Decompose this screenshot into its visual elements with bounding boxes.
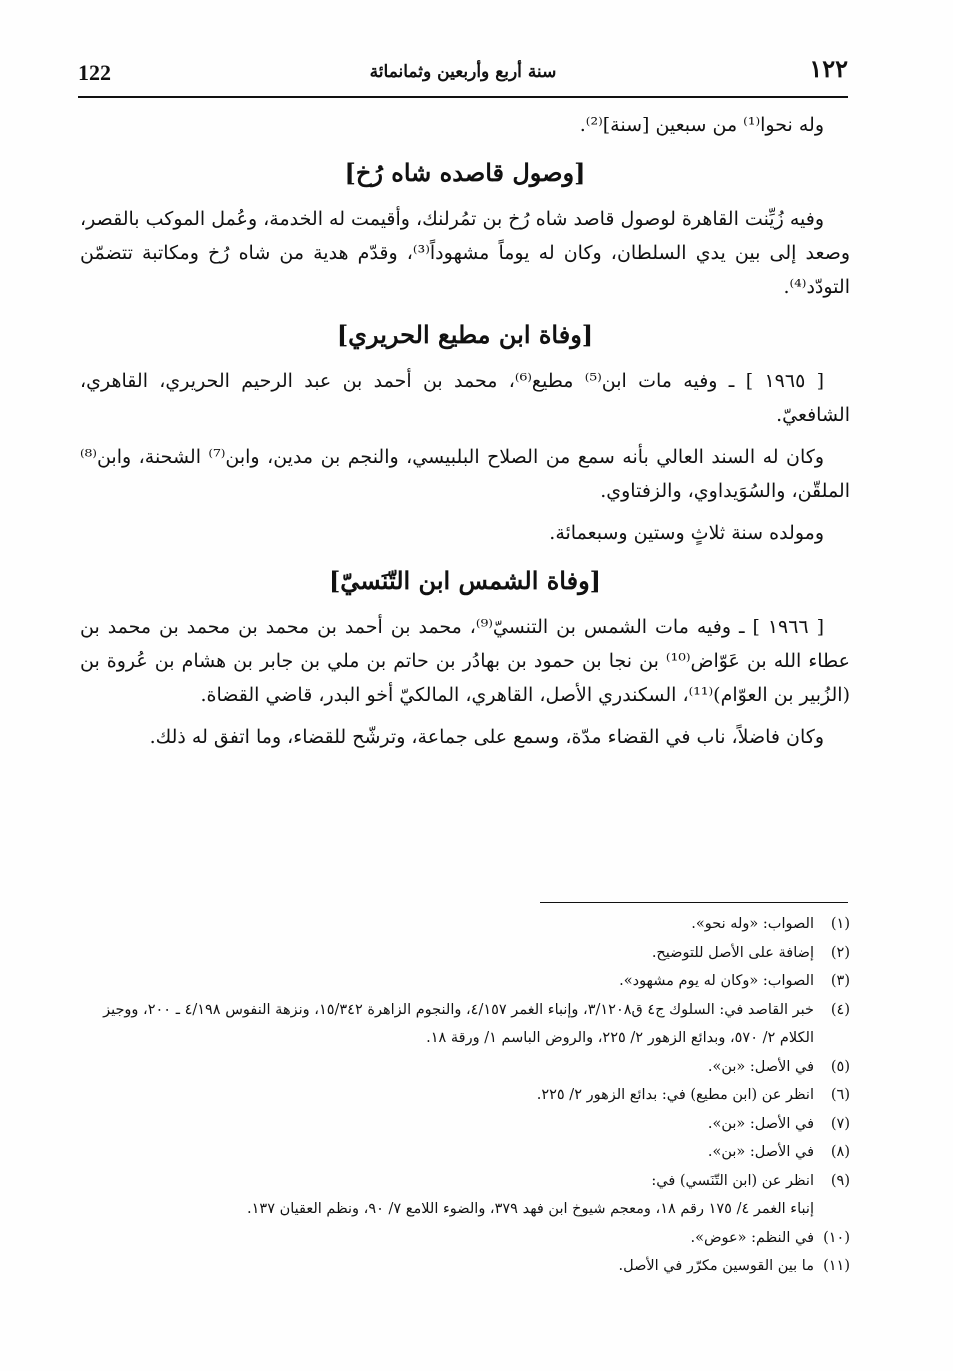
- footnote-mark: (٣): [830, 973, 850, 989]
- footnote-mark: (٦): [830, 1087, 850, 1103]
- footnote-text: الصواب: «وكان له يوم مشهود».: [619, 973, 814, 989]
- footnote-mark: (١): [830, 916, 850, 932]
- footnote: [80, 1081, 850, 1110]
- footnote-mark: (٢): [830, 944, 850, 961]
- footnote-text: في الأصل: «بن».: [707, 1115, 814, 1132]
- paragraph-5: ومولده سنة ثلاثٍ وستين وسبعمائة.: [549, 522, 824, 544]
- footnote: [80, 967, 850, 996]
- footnote: [80, 910, 850, 939]
- footnote-text: في الأصل: «بن».: [707, 1144, 814, 1160]
- footnote-rule: [540, 902, 848, 903]
- paragraph-4: وكان له السند العالي بأنه سمع من الصلاح البلبيسي، والنجم بن مدين، وابن⁽⁷⁾ الشحنة، وابن⁽⁸⁾ الملقّن، والسُوَيداوي، والزفتاوي.: [80, 446, 850, 502]
- page-header: [78, 52, 848, 100]
- footnote-text: خبر القاصد في: السلوك ج٤ ق٣/١٢٠٨، وإنباء الغمر ٤/١٥٧، والنجوم الزاهرة ١٥/٣٤٢، ونزهة النفوس ٤/١٩٨ ـ ٢٠٠، ووجيز الكلام ٢/ ٥٧٠، وبدائع الزهور ٢/ ٢٢٥، والروض الباسم ١/ ورقة ١٨.: [103, 1001, 814, 1046]
- footnote-mark: (٨): [830, 1144, 850, 1160]
- footnote: [80, 1252, 850, 1281]
- footnote: [80, 1053, 850, 1082]
- page-number-latin: 122: [78, 60, 111, 85]
- footnote-mark: (١٠): [823, 1229, 850, 1246]
- section-heading-1: [وصول قاصده شاه رُخ]: [344, 158, 586, 187]
- paragraph-1: وله نحوا⁽¹⁾ من سبعين [سنة]⁽²⁾.: [579, 114, 824, 136]
- running-title: سنة أربع وأربعين وثمانمائة: [369, 62, 557, 82]
- main-text: [80, 108, 850, 762]
- footnote: [80, 939, 850, 968]
- footnote: [80, 1110, 850, 1139]
- footnote: [80, 1167, 850, 1196]
- footnote-mark: [814, 1195, 850, 1224]
- footnote: [80, 1138, 850, 1167]
- footnote: [80, 1224, 850, 1253]
- footnote-mark: (٩): [830, 1172, 850, 1189]
- paragraph-2: وفيه زُيِّنت القاهرة لوصول قاصد شاه رُخ بن تمُرلنك، وأقيمت له الخدمة، وعُمل الموكب بالقصر، وصعد إلى بين يدي السلطان، وكان له يوماً مشهوداً⁽³⁾، وقدّم هدية من شاه رُخ ومكاتبة تتضمّن التودّد⁽⁴⁾.: [80, 208, 851, 298]
- header-rule: [78, 96, 848, 98]
- entry-1965: [ ١٩٦٥ ] ـ وفيه مات ابن⁽⁵⁾ مطيع⁽⁶⁾، محمد بن أحمد بن عبد الرحيم الحريري، القاهري، الشافعيّ.: [80, 370, 850, 426]
- footnote-mark: (١١): [823, 1258, 850, 1274]
- footnotes: [80, 910, 850, 1281]
- footnote-text: انظر عن (ابن مطيع) في: بدائع الزهور ٢/ ٢٢٥.: [536, 1087, 814, 1103]
- footnote-text: في الأصل: «بن».: [707, 1058, 814, 1075]
- footnote-text: الصواب: «وله نحو».: [691, 916, 814, 932]
- footnote-text: ما بين القوسين مكرّر في الأصل.: [618, 1258, 814, 1274]
- section-heading-2: [وفاة ابن مطيع الحريري]: [336, 320, 594, 349]
- footnote: [80, 996, 850, 1053]
- section-heading-3: [وفاة الشمس ابن التّنَسيّ]: [328, 566, 602, 595]
- page-number-arabic: ١٢٢: [809, 54, 848, 83]
- footnote-mark: (٤): [830, 1001, 850, 1018]
- footnote-mark: (٥): [830, 1058, 850, 1075]
- footnote-text: إضافة على الأصل للتوضيح.: [651, 944, 814, 961]
- entry-1966: [ ١٩٦٦ ] ـ وفيه مات الشمس بن التنسيّ⁽⁹⁾، محمد بن أحمد بن محمد بن محمد بن محمد بن عطاء الله بن عَوّاض⁽¹⁰⁾ بن نجا بن حمود بن بهادُر بن حاتم بن ملي بن جابر بن هشام بن عُروة بن (الزُبير بن العوّام)⁽¹¹⁾، السكندري الأصل، القاهري، المالكيّ أخو البدر، قاضي القضاة.: [80, 616, 850, 706]
- footnote-text: في النظم: «عوض».: [690, 1229, 814, 1246]
- footnote-continuation: [80, 1195, 850, 1224]
- footnote-mark: (٧): [830, 1115, 850, 1132]
- paragraph-7: وكان فاضلاً، ناب في القضاء مدّة، وسمع على جماعة، وترشّح للقضاء، وما اتفق له ذلك.: [149, 726, 824, 748]
- footnote-text: إنباء الغمر ٤/ ١٧٥ رقم ١٨، ومعجم شيوخ ابن فهد ٣٧٩، والضوء اللامع ٧/ ٩٠، ونظم العقيان ١٣٧.: [247, 1201, 814, 1217]
- footnote-text: انظر عن (ابن التّنَسي) في:: [651, 1172, 814, 1189]
